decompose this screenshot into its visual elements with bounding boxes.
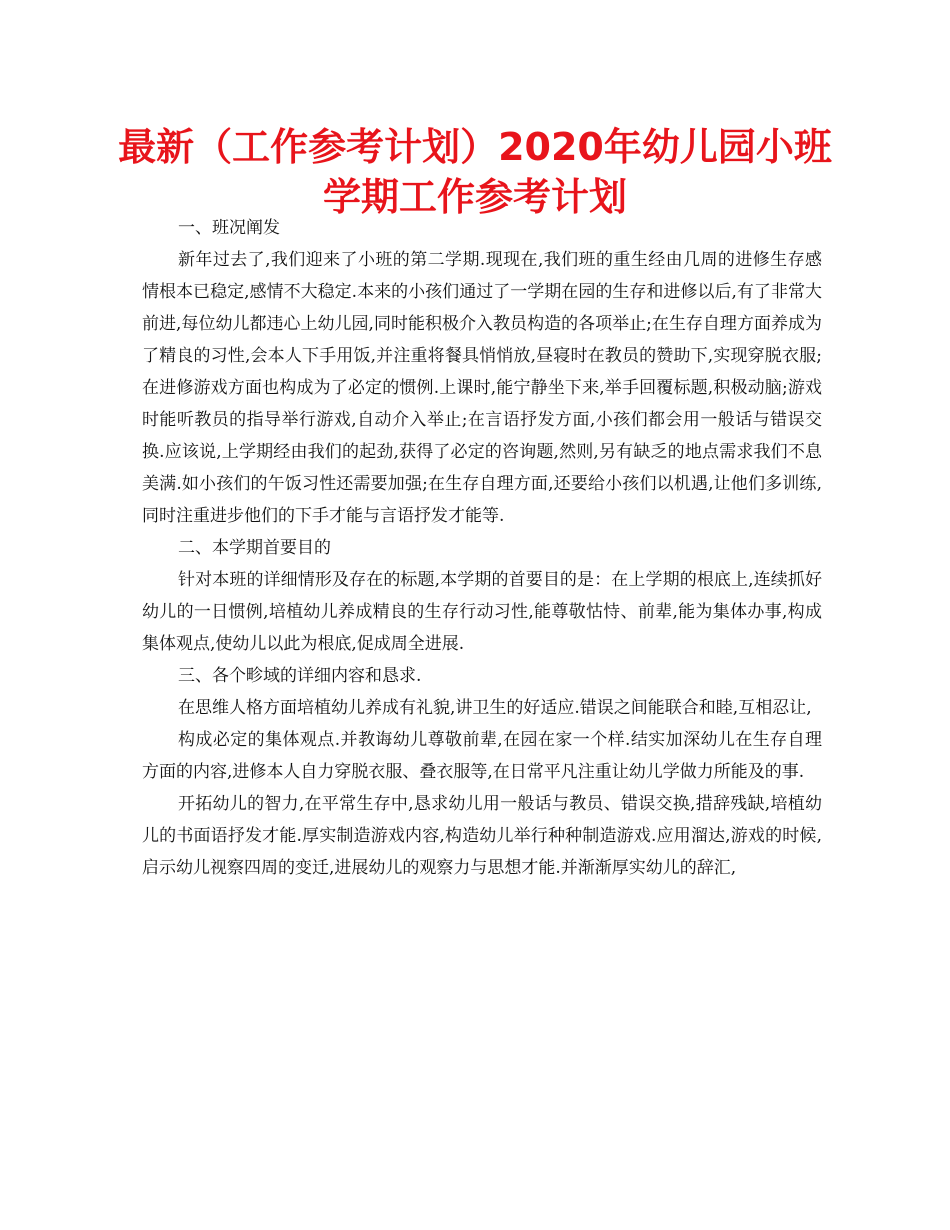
section-3-paragraph-1: 在思维人格方面培植幼儿养成有礼貌,讲卫生的好适应.错误之间能联合和睦,互相忍让, [178,698,812,718]
title-line-1: 最新（工作参考计划）2020年幼儿园小班 [118,125,832,169]
section-3-paragraph-2: 构成必定的集体观点.并教诲幼儿尊敬前辈,在园在家一个样.结实加深幼儿在生存自理方面的内容,进修本人自力穿脱衣服、叠衣服等,在日常平凡注重让幼儿学做力所能及的事. [142,730,822,782]
section-1-paragraph-1: 新年过去了,我们迎来了小班的第二学期.现现在,我们班的重生经由几周的进修生存感情根本已稳定,感情不大稳定.本来的小孩们通过了一学期在园的生存和进修以后,有了非常大前进,每位幼儿都违心上幼儿园,同时能积极介入教员构造的各项举止;在生存自理方面养成为了精良的习性,会本人下手用饭,并注重将餐具悄悄放,昼寝时在教员的赞助下,实现穿脱衣服;在进修游戏方面也构成为了必定的惯例.上课时,能宁静坐下来,举手回覆标题,积极动脑;游戏时能听教员的指导举行游戏,自动介入举止;在言语抒发方面,小孩们都会用一般话与错误交换.应该说,上学期经由我们的起劲,获得了必定的咨询题,然则,另有缺乏的地点需求我们不息美满.如小孩们的午饭习性还需要加强;在生存自理方面,还要给小孩们以机遇,让他们多训练,同时注重进步他们的下手才能与言语抒发才能等. [142,250,822,526]
document-body [142,212,822,884]
section-3-paragraph-3: 开拓幼儿的智力,在平常生存中,恳求幼儿用一般话与教员、错误交换,措辞残缺,培植幼儿的书面语抒发才能.厚实制造游戏内容,构造幼儿举行种种制造游戏.应用溜达,游戏的时候,启示幼儿视察四周的变迁,进展幼儿的观察力与思想才能.并渐渐厚实幼儿的辞汇, [142,794,822,878]
title-line-2: 学期工作参考计划 [322,175,627,219]
document-title [100,122,850,222]
section-2-heading: 二、本学期首要目的 [178,538,331,558]
section-3-heading: 三、各个畛域的详细内容和恳求. [178,666,422,686]
section-1-heading: 一、班况阐发 [178,218,280,238]
section-2-paragraph-1: 针对本班的详细情形及存在的标题,本学期的首要目的是：在上学期的根底上,连续抓好幼儿的一日惯例,培植幼儿养成精良的生存行动习性,能尊敬怙恃、前辈,能为集体办事,构成集体观点,使幼儿以此为根底,促成周全进展. [142,570,822,654]
